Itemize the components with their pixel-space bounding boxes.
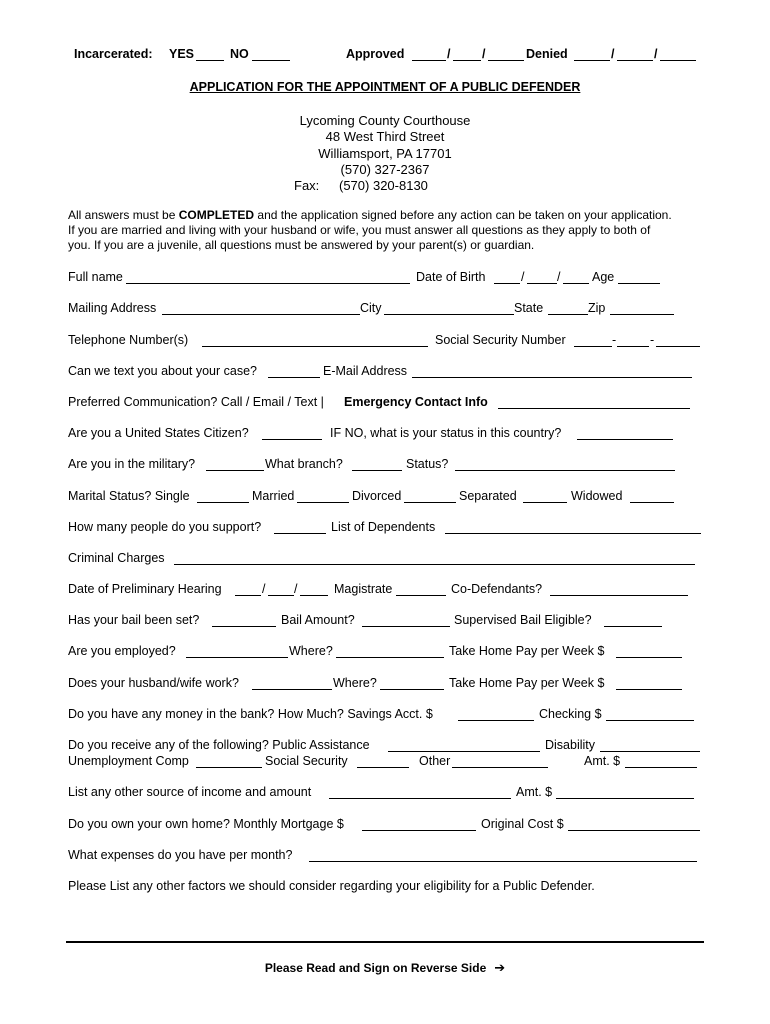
take-home-label: Take Home Pay per Week $ xyxy=(449,644,605,658)
bail-amt-label: Bail Amount? xyxy=(281,613,355,627)
instructions-line-2: If you are married and living with your husband or wife, you must answer all questions as they apply to both of xyxy=(68,223,651,237)
citizen-field[interactable] xyxy=(262,439,322,440)
bank-label: Do you have any money in the bank? How Much? Savings Acct. $ xyxy=(68,707,433,721)
dependents-field[interactable] xyxy=(445,533,701,534)
receive-label: Do you receive any of the following? Public Assistance xyxy=(68,738,370,752)
divorced-field[interactable] xyxy=(404,502,456,503)
widowed-label: Widowed xyxy=(571,489,623,503)
charges-field[interactable] xyxy=(174,564,695,565)
branch-label: What branch? xyxy=(265,457,343,471)
single-field[interactable] xyxy=(197,502,249,503)
magistrate-label: Magistrate xyxy=(334,582,393,596)
city-field[interactable] xyxy=(384,314,514,315)
full-name-field[interactable] xyxy=(126,283,410,284)
take-home-field[interactable] xyxy=(616,657,682,658)
email-label: E-Mail Address xyxy=(323,364,408,378)
other-income-label: List any other source of income and amount xyxy=(68,785,312,799)
employed-where-field[interactable] xyxy=(336,657,444,658)
address-phone: (570) 327-2367 xyxy=(340,162,430,177)
denied-month-blank[interactable] xyxy=(574,60,610,61)
other-label: Other xyxy=(419,754,451,768)
codef-field[interactable] xyxy=(550,595,688,596)
denied-slash-2: / xyxy=(654,47,658,61)
address-line-3: Williamsport, PA 17701 xyxy=(318,146,452,161)
bail-amt-field[interactable] xyxy=(362,626,450,627)
emergency-field[interactable] xyxy=(498,408,690,409)
checking-field[interactable] xyxy=(606,720,694,721)
social-security-field[interactable] xyxy=(357,767,409,768)
factors-label: Please List any other factors we should consider regarding your eligibility for a Public Defender. xyxy=(68,879,595,893)
prelim-year-field[interactable] xyxy=(300,595,328,596)
ssn-label: Social Security Number xyxy=(435,333,566,347)
phone-label: Telephone Number(s) xyxy=(68,333,189,347)
expenses-field[interactable] xyxy=(309,861,697,862)
phone-field[interactable] xyxy=(202,346,428,347)
charges-label: Criminal Charges xyxy=(68,551,165,565)
prelim-slash-2: / xyxy=(294,582,298,596)
arrow-right-icon: ➔ xyxy=(494,960,506,975)
checking-label: Checking $ xyxy=(539,707,602,721)
denied-slash-1: / xyxy=(611,47,615,61)
ssn-part-1[interactable] xyxy=(574,346,612,347)
branch-field[interactable] xyxy=(352,470,402,471)
zip-label: Zip xyxy=(588,301,606,315)
savings-field[interactable] xyxy=(458,720,534,721)
military-field[interactable] xyxy=(206,470,264,471)
address-line-1: Lycoming County Courthouse xyxy=(299,113,471,128)
pref-comm-label: Preferred Communication? Call / Email / Text | xyxy=(68,395,324,409)
dob-label: Date of Birth xyxy=(416,270,486,284)
emergency-label: Emergency Contact Info xyxy=(344,395,488,409)
zip-field[interactable] xyxy=(610,314,674,315)
dob-year-field[interactable] xyxy=(563,283,589,284)
separated-field[interactable] xyxy=(523,502,567,503)
expenses-label: What expenses do you have per month? xyxy=(68,848,293,862)
mortgage-field[interactable] xyxy=(362,830,476,831)
spouse-where-field[interactable] xyxy=(380,689,444,690)
if-no-label: IF NO, what is your status in this country? xyxy=(330,426,562,440)
prelim-label: Date of Preliminary Hearing xyxy=(68,582,222,596)
mailing-label: Mailing Address xyxy=(68,301,157,315)
widowed-field[interactable] xyxy=(630,502,674,503)
supervised-label: Supervised Bail Eligible? xyxy=(454,613,592,627)
disability-label: Disability xyxy=(545,738,596,752)
codef-label: Co-Defendants? xyxy=(451,582,543,596)
page-title: APPLICATION FOR THE APPOINTMENT OF A PUBLIC DEFENDER xyxy=(189,80,581,94)
divorced-label: Divorced xyxy=(352,489,402,503)
dependents-label: List of Dependents xyxy=(331,520,436,534)
prelim-slash-1: / xyxy=(262,582,266,596)
fax-number: (570) 320-8130 xyxy=(339,178,428,193)
approved-slash-2: / xyxy=(482,47,486,61)
bail-set-field[interactable] xyxy=(212,626,276,627)
address-line-2: 48 West Third Street xyxy=(325,129,445,144)
status-country-field[interactable] xyxy=(577,439,673,440)
other-field[interactable] xyxy=(452,767,548,768)
city-label: City xyxy=(360,301,382,315)
other-income-field[interactable] xyxy=(329,798,511,799)
approved-year-blank[interactable] xyxy=(488,60,524,61)
instructions-line-1: All answers must be COMPLETED and the application signed before any action can be taken on your application. xyxy=(68,208,672,222)
employed-where-label: Where? xyxy=(289,644,333,658)
support-field[interactable] xyxy=(274,533,326,534)
bail-set-label: Has your bail been set? xyxy=(68,613,200,627)
no-blank[interactable] xyxy=(252,60,290,61)
no-label: NO xyxy=(230,47,249,61)
married-field[interactable] xyxy=(297,502,349,503)
married-label: Married xyxy=(252,489,295,503)
approved-label: Approved xyxy=(346,47,405,61)
disability-field[interactable] xyxy=(600,751,700,752)
military-status-label: Status? xyxy=(406,457,449,471)
yes-blank[interactable] xyxy=(196,60,224,61)
bottom-divider xyxy=(66,941,704,943)
social-security-label: Social Security xyxy=(265,754,348,768)
support-label: How many people do you support? xyxy=(68,520,262,534)
yes-label: YES xyxy=(169,47,195,61)
dob-month-field[interactable] xyxy=(494,283,520,284)
orig-cost-field[interactable] xyxy=(568,830,700,831)
employed-label: Are you employed? xyxy=(68,644,176,658)
denied-label: Denied xyxy=(526,47,568,61)
military-status-field[interactable] xyxy=(455,470,675,471)
amt-field[interactable] xyxy=(625,767,697,768)
spouse-work-field[interactable] xyxy=(252,689,332,690)
footer-note: Please Read and Sign on Reverse Side ➔ xyxy=(264,960,506,975)
incarcerated-label: Incarcerated: xyxy=(74,47,153,61)
supervised-field[interactable] xyxy=(604,626,662,627)
denied-year-blank[interactable] xyxy=(660,60,696,61)
orig-cost-label: Original Cost $ xyxy=(481,817,564,831)
approved-slash-1: / xyxy=(447,47,451,61)
unemployment-field[interactable] xyxy=(196,767,262,768)
citizen-label: Are you a United States Citizen? xyxy=(68,426,249,440)
marital-label: Marital Status? Single xyxy=(68,489,190,503)
employed-field[interactable] xyxy=(186,657,288,658)
denied-day-blank[interactable] xyxy=(617,60,653,61)
amt2-field[interactable] xyxy=(556,798,694,799)
spouse-take-home-field[interactable] xyxy=(616,689,682,690)
prelim-month-field[interactable] xyxy=(235,595,261,596)
separated-label: Separated xyxy=(459,489,517,503)
instructions-line-3: you. If you are a juvenile, all questions must be answered by your parent(s) or guardian. xyxy=(68,238,535,252)
unemployment-label: Unemployment Comp xyxy=(68,754,189,768)
state-label: State xyxy=(514,301,544,315)
state-field[interactable] xyxy=(548,314,588,315)
full-name-label: Full name xyxy=(68,270,123,284)
public-assistance-field[interactable] xyxy=(388,751,540,752)
ssn-part-2[interactable] xyxy=(617,346,649,347)
military-label: Are you in the military? xyxy=(68,457,196,471)
age-field[interactable] xyxy=(618,283,660,284)
ssn-dash-2: - xyxy=(650,333,655,347)
ssn-part-3[interactable] xyxy=(656,346,700,347)
fax-label: Fax: xyxy=(294,178,320,193)
magistrate-field[interactable] xyxy=(396,595,446,596)
own-home-label: Do you own your own home? Monthly Mortgage $ xyxy=(68,817,344,831)
amt-label: Amt. $ xyxy=(584,754,621,768)
approved-month-blank[interactable] xyxy=(412,60,446,61)
dob-slash-1: / xyxy=(521,270,525,284)
spouse-work-label: Does your husband/wife work? xyxy=(68,676,239,690)
spouse-take-home-label: Take Home Pay per Week $ xyxy=(449,676,605,690)
age-label: Age xyxy=(592,270,615,284)
dob-day-field[interactable] xyxy=(527,283,557,284)
text-case-field[interactable] xyxy=(268,377,320,378)
prelim-day-field[interactable] xyxy=(268,595,294,596)
mailing-field[interactable] xyxy=(162,314,360,315)
email-field[interactable] xyxy=(412,377,692,378)
amt2-label: Amt. $ xyxy=(516,785,553,799)
ssn-dash-1: - xyxy=(612,333,617,347)
dob-slash-2: / xyxy=(557,270,561,284)
approved-day-blank[interactable] xyxy=(453,60,481,61)
text-case-label: Can we text you about your case? xyxy=(68,364,258,378)
spouse-where-label: Where? xyxy=(333,676,377,690)
